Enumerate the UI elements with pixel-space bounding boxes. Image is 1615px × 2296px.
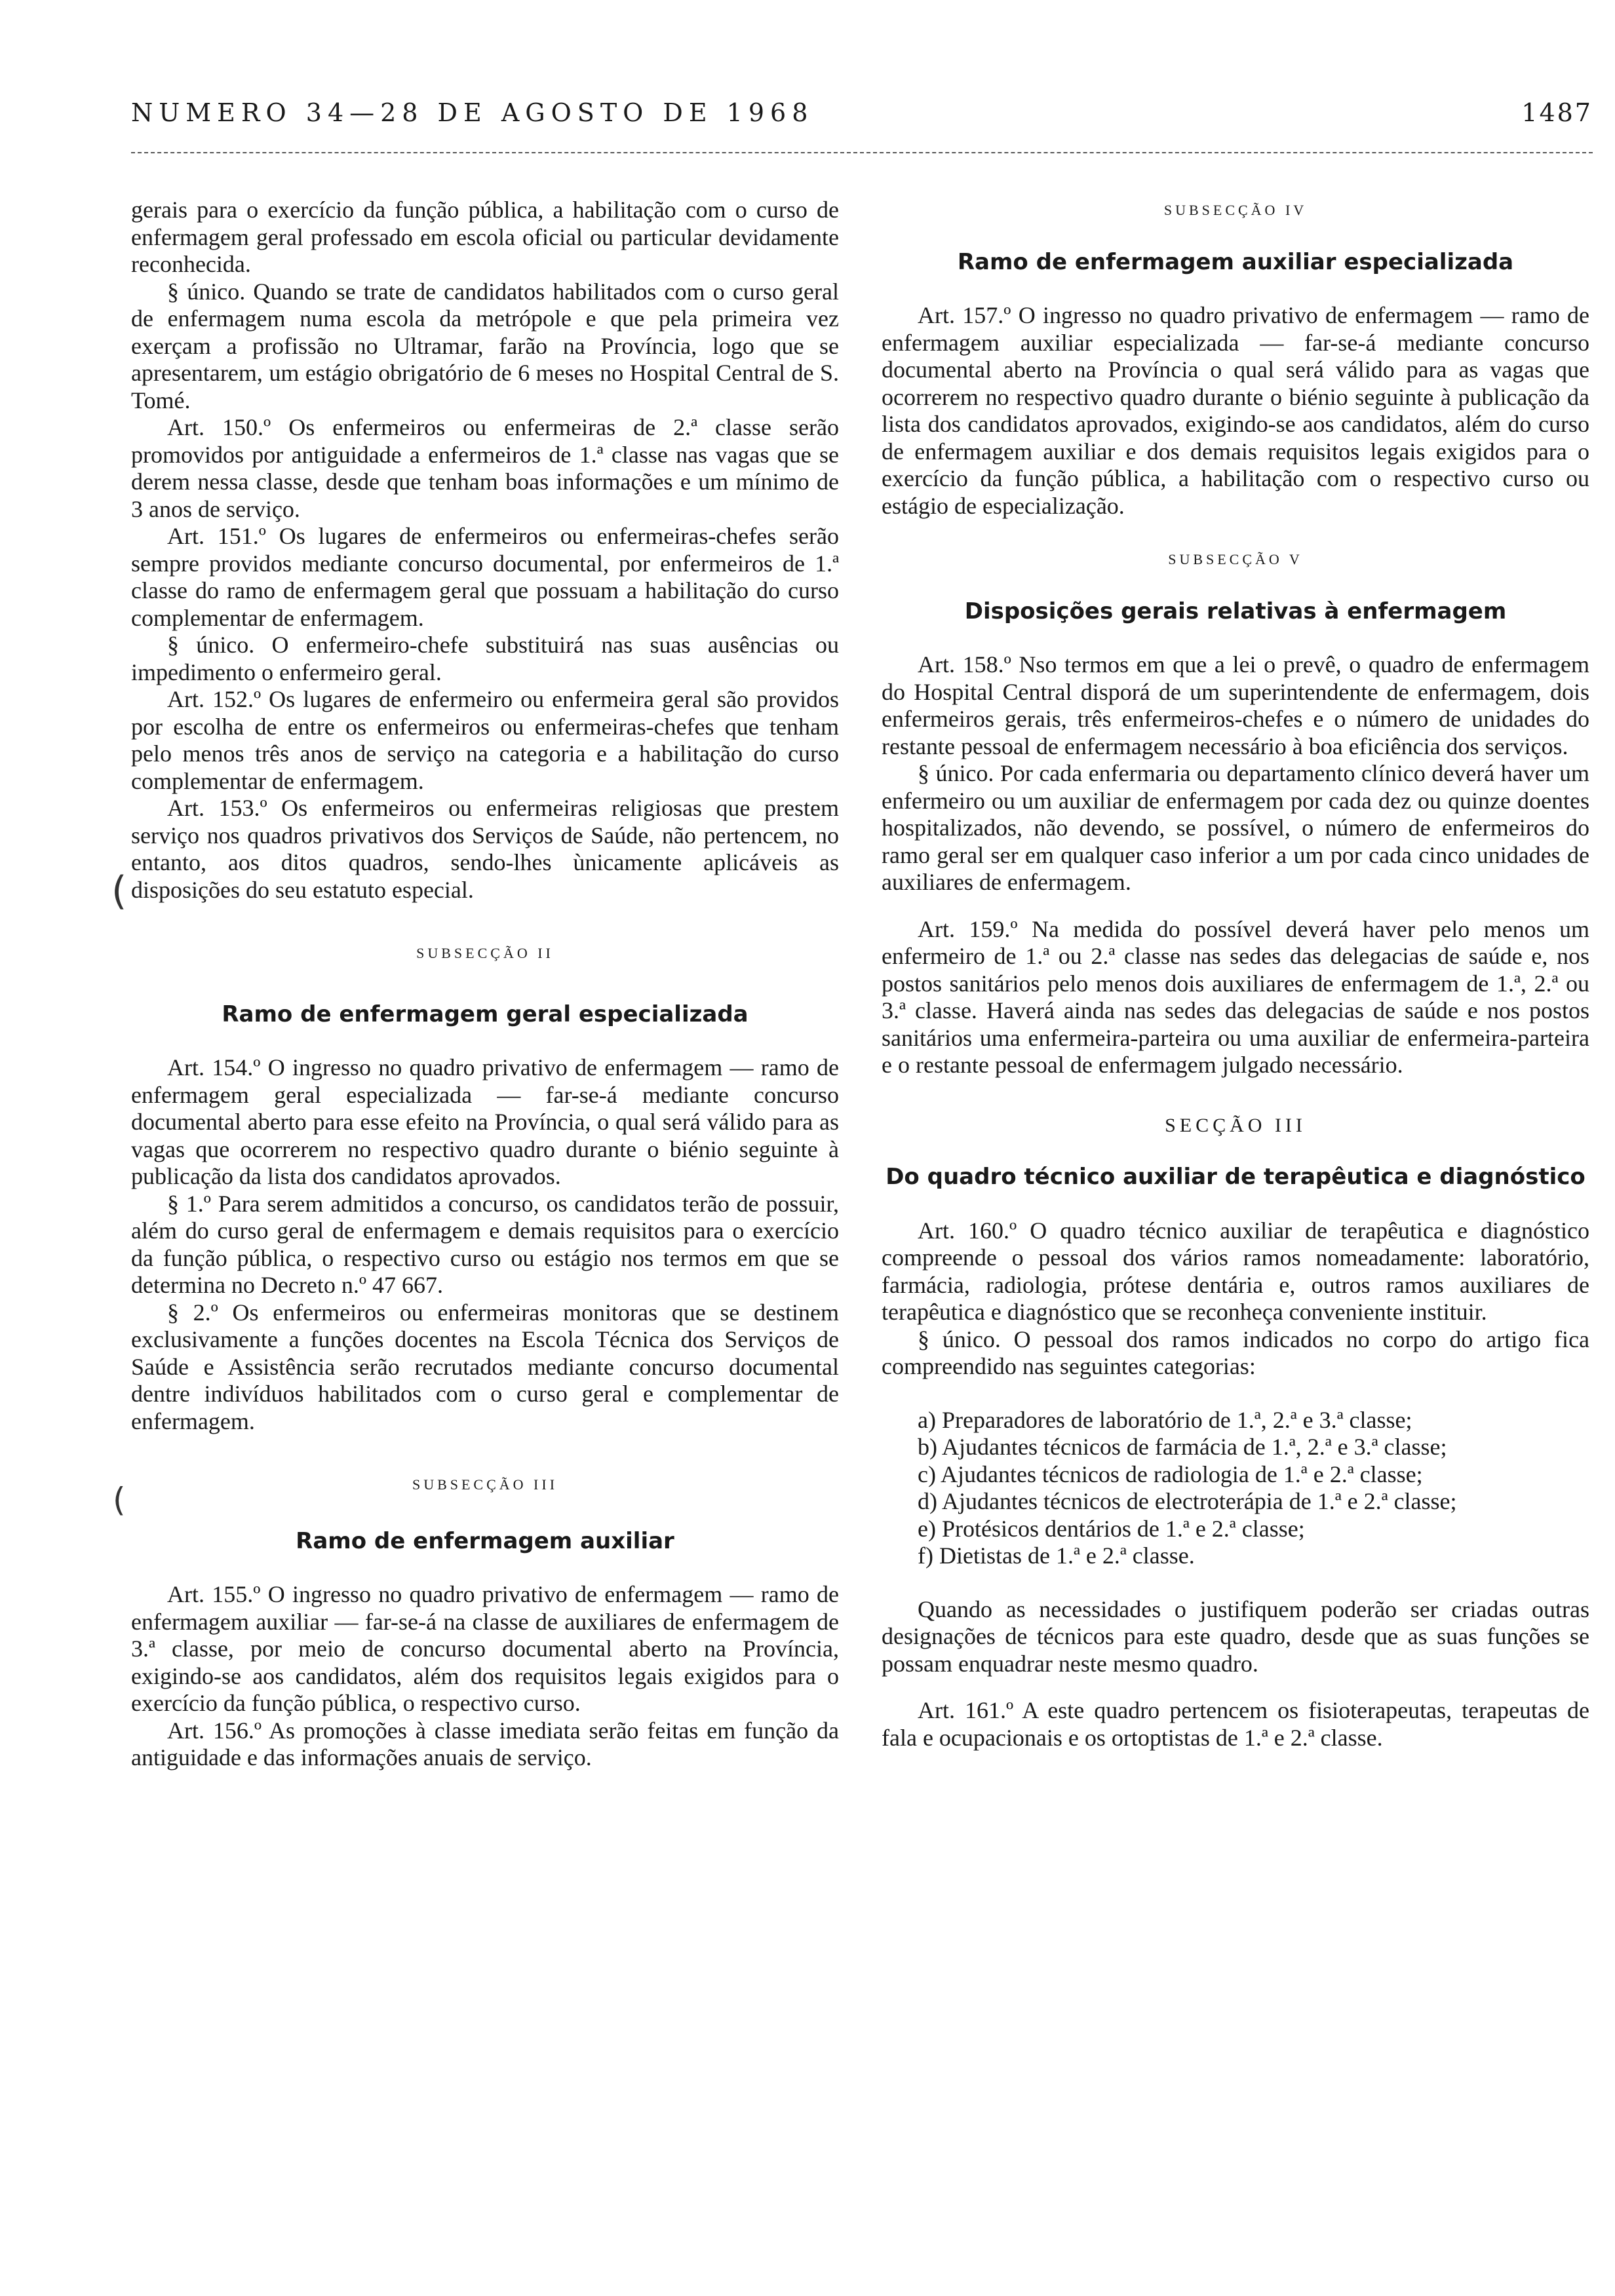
subsection-label: SUBSECÇÃO III <box>412 1476 558 1493</box>
right-column <box>882 197 1589 1751</box>
list-item: a) Preparadores de laboratório de 1.ª, 2.ª e 3.ª classe; <box>918 1406 1412 1433</box>
article-160: Art. 160.º O quadro técnico auxiliar de terapêutica e diagnóstico compreende o pessoal dos vários ramos nomeadamente: laboratório, farmácia, radiologia, prótese dentária e, outros ramos auxiliares de terapêutica e diagnóstico que se reconheça conveniente instituir. <box>882 1217 1589 1325</box>
paragraph: § único. Por cada enfermaria ou departamento clínico deverá haver um enfermeiro ou um auxiliar de enfermagem por cada dez ou quinze doentes hospitalizados, não devendo, se possível, o número de enfermeiros do ramo geral ser em qualquer caso inferior a um por cada cinco unidades de auxiliares de enfermagem. <box>882 760 1589 895</box>
article-152: Art. 152.º Os lugares de enfermeiro ou enfermeira geral são providos por escolha de entre os enfermeiros ou enfermeiras-chefes que tenham pelo menos três anos de serviço na categoria e a habilitação do curso complementar de enfermagem. <box>131 686 839 794</box>
scan-mark: ( <box>111 868 127 914</box>
subsection-title: Ramo de enfermagem auxiliar <box>296 1527 674 1554</box>
subsection-title: Ramo de enfermagem auxiliar especializada <box>957 248 1514 275</box>
subsection-label: SUBSECÇÃO IV <box>1163 202 1308 218</box>
list-item: b) Ajudantes técnicos de farmácia de 1.ª, 2.ª e 3.ª classe; <box>918 1434 1447 1460</box>
subsection-label: SUBSECÇÃO V <box>1168 551 1303 567</box>
header-title: NUMERO 34—28 DE AGOSTO DE 1968 <box>131 98 814 127</box>
section-label: SECÇÃO III <box>1165 1114 1306 1136</box>
list-item: f) Dietistas de 1.ª e 2.ª classe. <box>918 1542 1195 1569</box>
subsection-title: Ramo de enfermagem geral especializada <box>222 1001 749 1027</box>
article-158: Art. 158.º Nso termos em que a lei o prevê, o quadro de enfermagem do Hospital Central disporá de um superintendente de enfermagem, dois enfermeiros gerais, três enfermeiros-chefes e o número de unidades do restante pessoal de enfermagem necessário à boa eficiência dos serviços. <box>882 651 1589 759</box>
article-150: Art. 150.º Os enfermeiros ou enfermeiras de 2.ª classe serão promovidos por antiguidade a enfermeiros de 1.ª classe nas vagas que se derem nessa classe, desde que tenham boas informações e um mínimo de 3 anos de serviço. <box>131 414 839 522</box>
subsection-title: Disposições gerais relativas à enfermagem <box>964 598 1507 624</box>
category-list <box>882 1407 1589 1570</box>
article-161: Art. 161.º A este quadro pertencem os fisioterapeutas, terapeutas de fala e ocupacionais e os ortoptistas de 1.ª e 2.ª classe. <box>882 1697 1589 1751</box>
article-153: Art. 153.º Os enfermeiros ou enfermeiras religiosas que prestem serviço nos quadros privativos dos Serviços de Saúde, não pertencem, no entanto, aos ditos quadros, sendo-lhes ùnicamente aplicáveis as disposições do seu estatuto especial. <box>131 795 839 903</box>
article-159: Art. 159.º Na medida do possível deverá haver pelo menos um enfermeiro de 1.ª ou 2.ª classe nas sedes das delegacias de saúde e, nos postos sanitários pelo menos dois auxiliares de enfermagem de 1.ª, 2.ª ou 3.ª classe. Haverá ainda nas sedes das delegacias de saúde e nos postos sanitários uma enfermeira-parteira ou uma auxiliar de enfermeira-parteira e o restante pessoal de enfermagem julgado necessário. <box>882 915 1589 1078</box>
paragraph: § único. O pessoal dos ramos indicados no corpo do artigo fica compreendido nas seguintes categorias: <box>882 1326 1589 1379</box>
article-157: Art. 157.º O ingresso no quadro privativo de enfermagem — ramo de enfermagem auxiliar especializada — far-se-á mediante concurso documental aberto na Província o qual será válido para as vagas que ocorrerem no respectivo quadro durante o biénio seguinte à publicação da lista dos candidatos aprovados, exigindo-se aos candidatos, além do curso de enfermagem auxiliar e dos demais requisitos legais exigidos para o exercício da função pública, a habilitação com o respectivo curso ou estágio de especialização. <box>882 302 1589 519</box>
paragraph: § 1.º Para serem admitidos a concurso, os candidatos terão de possuir, além do curso geral de enfermagem e demais requisitos para o exercício da função pública, o respectivo curso ou estágio nos termos em que se determina no Decreto n.º 47 667. <box>131 1190 839 1298</box>
list-item: d) Ajudantes técnicos de electroterápia de 1.ª e 2.ª classe; <box>918 1488 1457 1514</box>
subsection-label: SUBSECÇÃO II <box>416 945 554 961</box>
section-title: Do quadro técnico auxiliar de terapêutica e diagnóstico <box>885 1164 1586 1190</box>
list-item: c) Ajudantes técnicos de radiologia de 1.ª e 2.ª classe; <box>918 1461 1423 1487</box>
paragraph: § único. Quando se trate de candidatos habilitados com o curso geral de enfermagem numa escola da metrópole e que pela primeira vez exerçam a profissão no Ultramar, farão na Província, logo que se apresentarem, um estágio obrigatório de 6 meses no Hospital Central de S. Tomé. <box>131 278 839 413</box>
article-154: Art. 154.º O ingresso no quadro privativo de enfermagem — ramo de enfermagem geral especializada — far-se-á mediante concurso documental aberto para esse efeito na Província, o qual será válido para as vagas que ocorrerem no respectivo quadro durante o biénio seguinte à publicação da lista dos candidatos aprovados. <box>131 1054 839 1189</box>
paragraph: § único. O enfermeiro-chefe substituirá nas suas ausências ou impedimento o enfermeiro geral. <box>131 632 839 685</box>
paragraph: gerais para o exercício da função pública, a habilitação com o curso de enfermagem geral professado em escola oficial ou particular devidamente reconhecida. <box>131 197 839 277</box>
article-156: Art. 156.º As promoções à classe imediata serão feitas em função da antiguidade e das informações anuais de serviço. <box>131 1717 839 1770</box>
scan-mark: ( <box>113 1481 126 1519</box>
list-item: e) Protésicos dentários de 1.ª e 2.ª classe; <box>918 1515 1305 1542</box>
page-header <box>131 98 1593 138</box>
left-column <box>131 197 839 1772</box>
paragraph: Quando as necessidades o justifiquem poderão ser criadas outras designações de técnicos para este quadro, desde que as suas funções se possam enquadrar neste mesmo quadro. <box>882 1596 1589 1677</box>
article-155: Art. 155.º O ingresso no quadro privativo de enfermagem — ramo de enfermagem auxiliar — far-se-á na classe de auxiliares de enfermagem de 3.ª classe, por meio de concurso documental aberto na Província, exigindo-se aos candidatos, além dos requisitos legais exigidos para o exercício da função pública, o respectivo curso. <box>131 1581 839 1716</box>
paragraph: § 2.º Os enfermeiros ou enfermeiras monitoras que se destinem exclusivamente a funções docentes na Escola Técnica dos Serviços de Saúde e Assistência serão recrutados mediante concurso documental dentre indivíduos habilitados com o curso geral e complementar de enfermagem. <box>131 1299 839 1434</box>
header-divider <box>131 152 1593 153</box>
article-151: Art. 151.º Os lugares de enfermeiros ou enfermeiras-chefes serão sempre providos mediante concurso documental, por enfermeiros de 1.ª classe do ramo de enfermagem geral que possuam a habilitação do curso complementar de enfermagem. <box>131 523 839 631</box>
page-number: 1487 <box>1521 98 1593 127</box>
